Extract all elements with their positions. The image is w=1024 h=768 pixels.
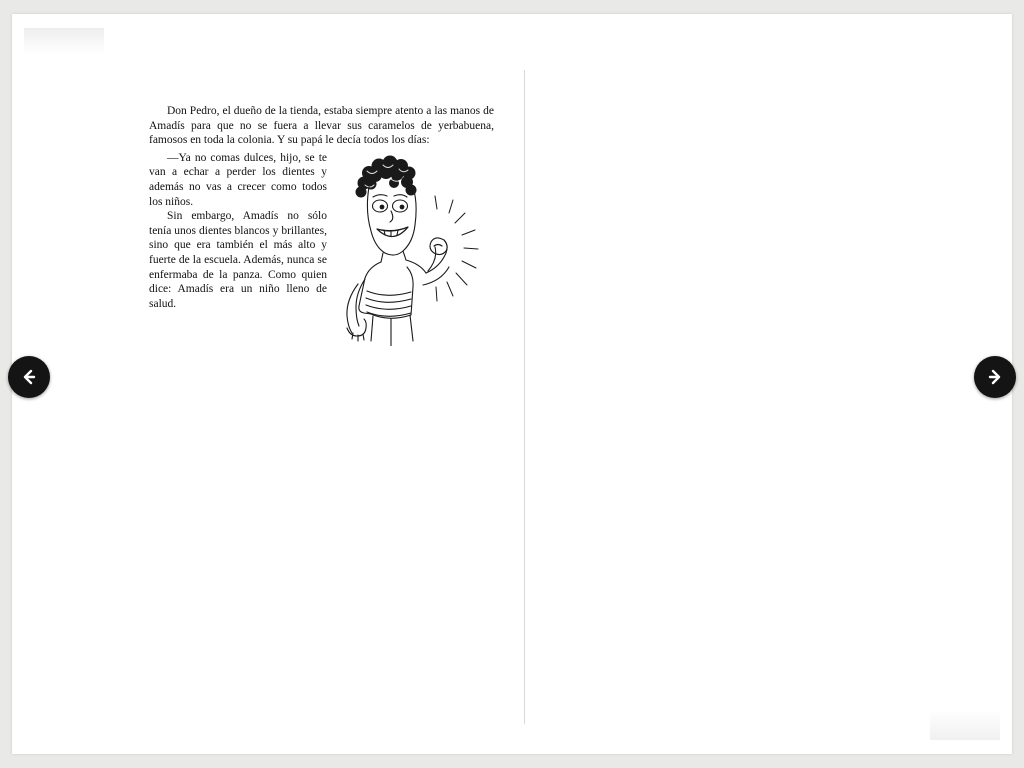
text-and-figure-block [149, 151, 494, 312]
page-text-body [149, 104, 494, 311]
paragraph: —Ya no comas dulces, hijo, se te van a echar a perder los dientes y además no vas a crecer como todos los niños. [149, 151, 327, 208]
paragraph: Sin embargo, Amadís no sólo tenía unos dientes blancos y brillantes, sino que era también el más alto y fuerte de la escuela. Además, nunca se enfermaba de la panza. Como quien dice: Amadís era un niño lleno de salud. [149, 210, 327, 310]
next-page-button[interactable] [974, 356, 1016, 398]
page-gutter [524, 70, 525, 724]
boy-flexing-muscle-illustration [331, 151, 494, 346]
previous-page-button[interactable] [8, 356, 50, 398]
book-spread [12, 14, 1012, 754]
arrow-left-icon [20, 368, 38, 386]
text-column [149, 151, 327, 312]
paragraph: Don Pedro, el dueño de la tienda, estaba siempre atento a las manos de Amadís para que no se fuera a llevar sus caramelos de yerbabuena, famosos en toda la colonia. Y su papá le decía todos los días: [149, 105, 494, 147]
page-shade-bottom-right [930, 710, 1000, 740]
page-left [24, 28, 524, 768]
arrow-right-icon [986, 368, 1004, 386]
